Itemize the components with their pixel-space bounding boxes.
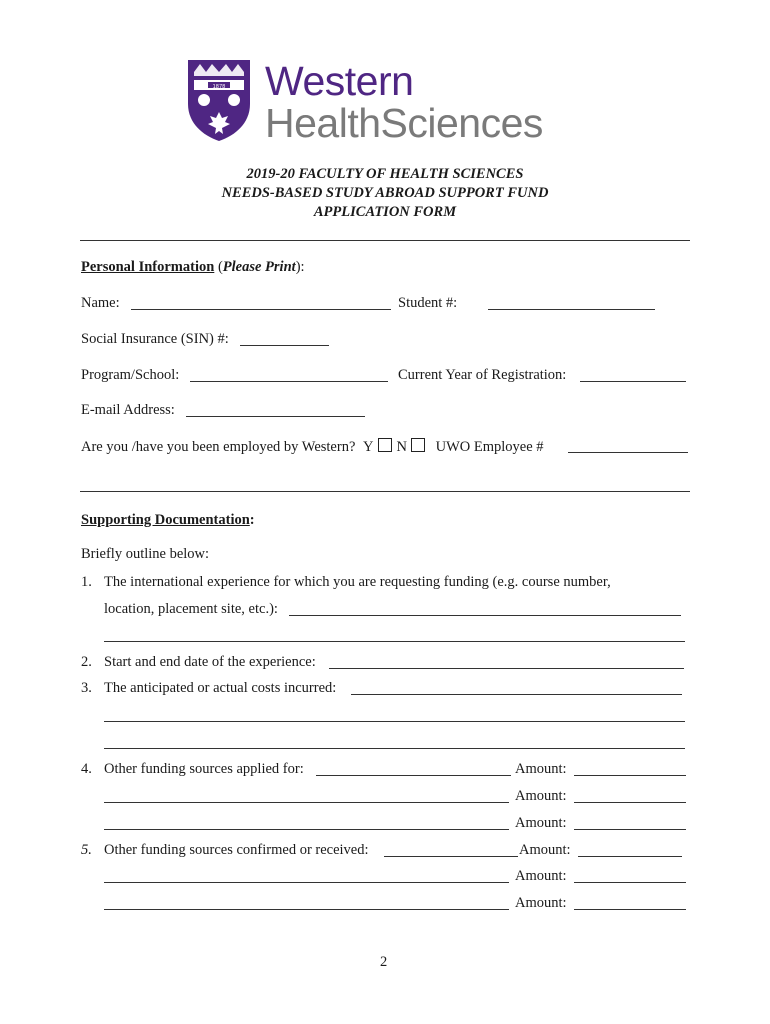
divider-top bbox=[80, 240, 690, 241]
q5-amount-label2: Amount: bbox=[515, 868, 567, 884]
name-label: Name: bbox=[81, 295, 120, 311]
q1-number: 1. bbox=[81, 574, 92, 590]
q3-text: The anticipated or actual costs incurred: bbox=[104, 680, 337, 696]
name-field[interactable] bbox=[131, 309, 391, 310]
q5-amount-field1[interactable] bbox=[578, 856, 682, 857]
q4-amount-field2[interactable] bbox=[574, 802, 686, 803]
email-field[interactable] bbox=[186, 416, 365, 417]
sin-field[interactable] bbox=[240, 345, 329, 346]
yes-checkbox[interactable] bbox=[378, 438, 392, 452]
brand-western: Western bbox=[265, 58, 414, 104]
q5-source-field1[interactable] bbox=[384, 856, 518, 857]
q5-number: 5. bbox=[81, 842, 92, 858]
supporting-docs-heading: Supporting Documentation: bbox=[81, 512, 255, 528]
q4-source-field3[interactable] bbox=[104, 829, 509, 830]
page-number: 2 bbox=[380, 954, 388, 970]
student-number-field[interactable] bbox=[488, 309, 655, 310]
q3-field-line3[interactable] bbox=[104, 748, 685, 749]
q4-amount-label2: Amount: bbox=[515, 788, 567, 804]
q2-number: 2. bbox=[81, 654, 92, 670]
q5-source-field3[interactable] bbox=[104, 909, 509, 910]
q3-field-line1[interactable] bbox=[351, 694, 682, 695]
q4-amount-label3: Amount: bbox=[515, 815, 567, 831]
q5-source-field2[interactable] bbox=[104, 882, 509, 883]
q5-amount-label3: Amount: bbox=[515, 895, 567, 911]
no-checkbox[interactable] bbox=[411, 438, 425, 452]
uwo-employee-field[interactable] bbox=[568, 452, 688, 453]
svg-text:1878: 1878 bbox=[212, 84, 226, 90]
q2-field[interactable] bbox=[329, 668, 684, 669]
q3-number: 3. bbox=[81, 680, 92, 696]
q1-text-cont: location, placement site, etc.): bbox=[104, 601, 278, 617]
brand-health-sciences: HealthSciences bbox=[265, 100, 543, 146]
program-field[interactable] bbox=[190, 381, 388, 382]
q4-source-field2[interactable] bbox=[104, 802, 509, 803]
employment-question: Are you /have you been employed by Western? Y N UWO Employee # bbox=[81, 439, 544, 455]
form-title-line1: 2019-20 FACULTY OF HEALTH SCIENCES bbox=[246, 166, 524, 182]
q1-text: The international experience for which you are requesting funding (e.g. course number, bbox=[104, 574, 611, 590]
form-title-line2: NEEDS-BASED STUDY ABROAD SUPPORT FUND bbox=[221, 185, 549, 201]
email-label: E-mail Address: bbox=[81, 402, 175, 418]
western-crest-logo bbox=[186, 58, 252, 142]
year-registration-label: Current Year of Registration: bbox=[398, 367, 567, 383]
q4-text: Other funding sources applied for: bbox=[104, 761, 304, 777]
q5-amount-label1: Amount: bbox=[519, 842, 571, 858]
sin-label: Social Insurance (SIN) #: bbox=[81, 331, 229, 347]
q4-amount-field1[interactable] bbox=[574, 775, 686, 776]
personal-info-heading: Personal Information (Please Print): bbox=[81, 259, 305, 275]
q2-text: Start and end date of the experience: bbox=[104, 654, 316, 670]
q3-field-line2[interactable] bbox=[104, 721, 685, 722]
year-registration-field[interactable] bbox=[580, 381, 686, 382]
q4-number: 4. bbox=[81, 761, 92, 777]
q5-amount-field2[interactable] bbox=[574, 882, 686, 883]
student-number-label: Student #: bbox=[398, 295, 458, 311]
q5-amount-field3[interactable] bbox=[574, 909, 686, 910]
q4-source-field1[interactable] bbox=[316, 775, 511, 776]
q4-amount-label1: Amount: bbox=[515, 761, 567, 777]
form-title-line3: APPLICATION FORM bbox=[313, 204, 457, 220]
divider-middle bbox=[80, 491, 690, 492]
q1-field-line2[interactable] bbox=[104, 641, 685, 642]
q5-text: Other funding sources confirmed or received: bbox=[104, 842, 369, 858]
program-label: Program/School: bbox=[81, 367, 180, 383]
q4-amount-field3[interactable] bbox=[574, 829, 686, 830]
q1-field-line1[interactable] bbox=[289, 615, 681, 616]
supporting-intro: Briefly outline below: bbox=[81, 546, 210, 562]
